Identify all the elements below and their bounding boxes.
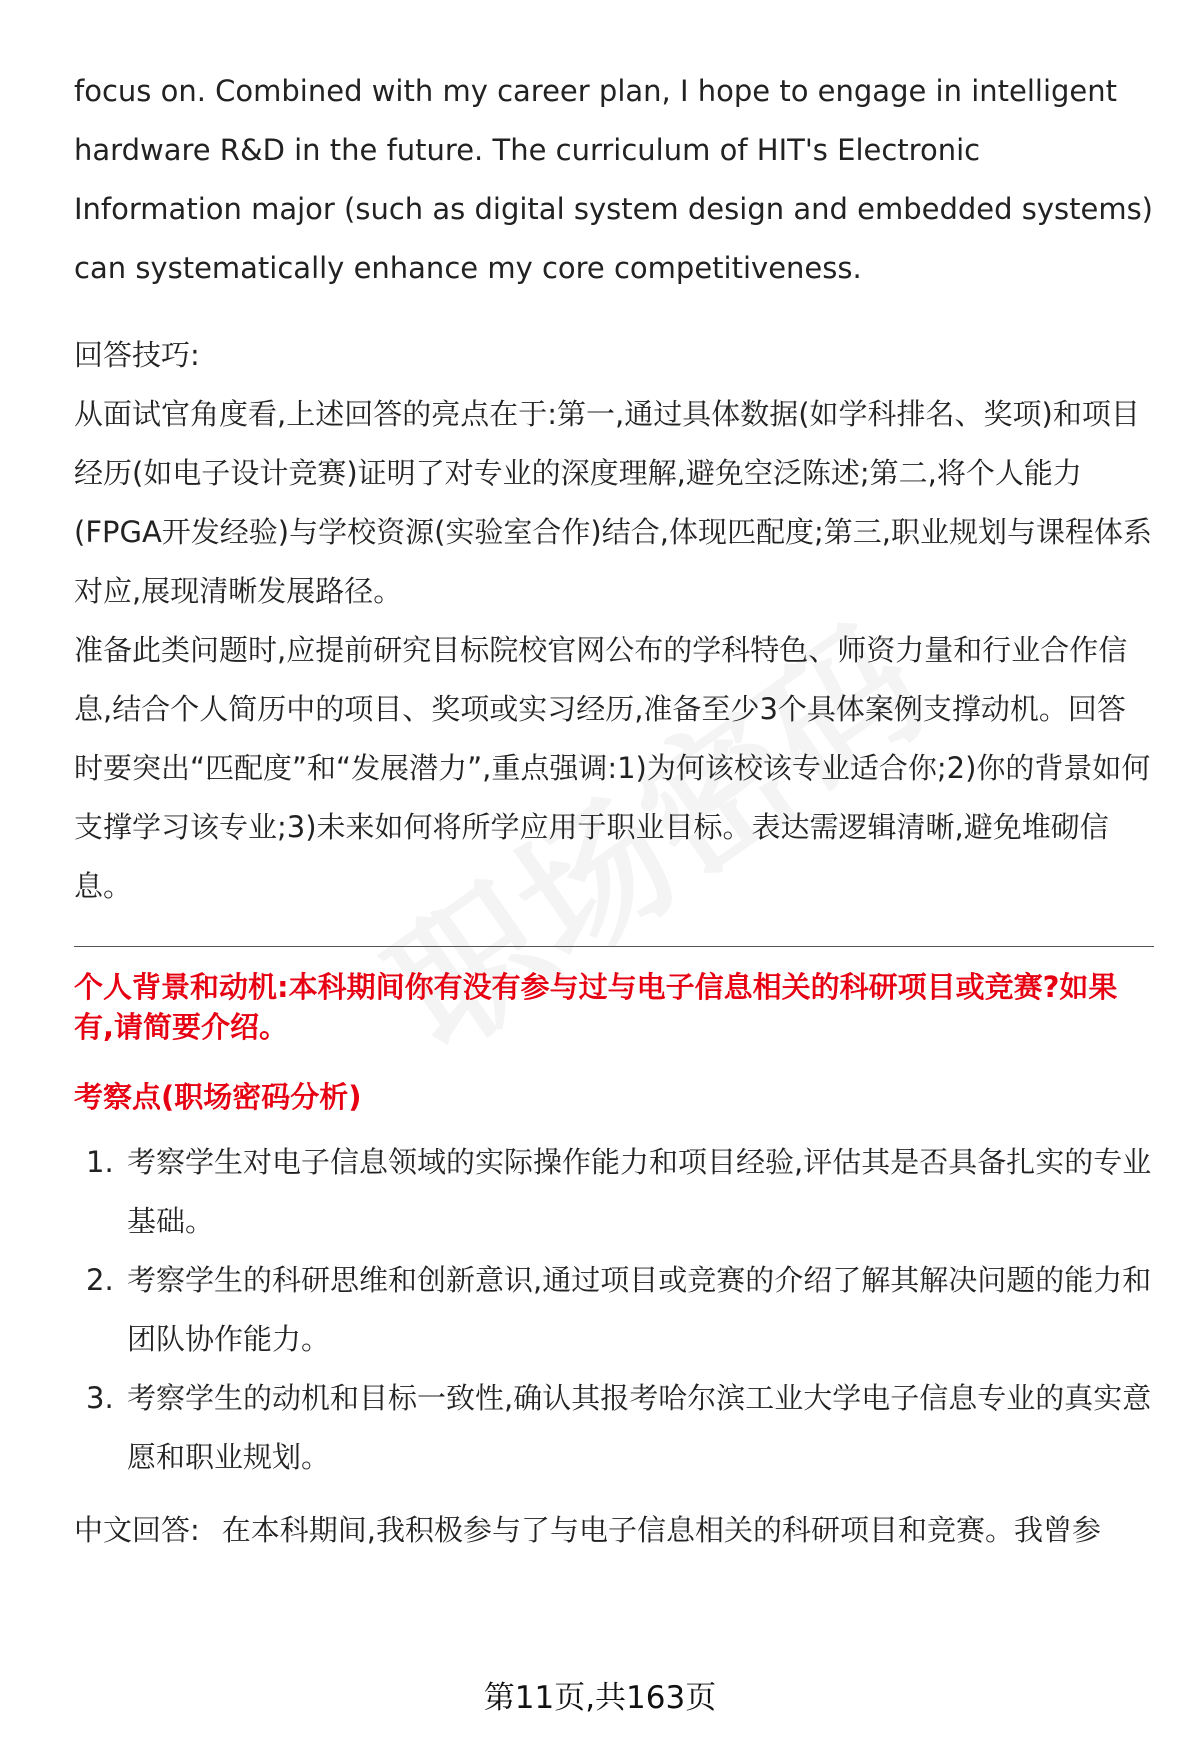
analysis-list [74, 1133, 1154, 1487]
analysis-point-number: 3. [86, 1381, 114, 1415]
tips-paragraph-2: 准备此类问题时,应提前研究目标院校官网公布的学科特色、师资力量和行业合作信息,结合个人简历中的项目、奖项或实习经历,准备至少3个具体案例支撑动机。回答时要突出“匹配度”和“发展潜力”,重点强调:1)为何该校该专业适合你;2)你的背景如何支撑学习该专业;3)未来如何将所学应用于职业目标。表达需逻辑清晰,避免堆砌信息。 [74, 633, 1151, 903]
document-page [74, 62, 1154, 1560]
analysis-point-number: 2. [86, 1263, 114, 1297]
page-number-footer: 第11页,共163页 [483, 1680, 717, 1716]
analysis-point [74, 1133, 1154, 1251]
analysis-point-text: 考察学生的动机和目标一致性,确认其报考哈尔滨工业大学电子信息专业的真实意愿和职业规划。 [127, 1381, 1152, 1474]
answer-paragraph [74, 1501, 1154, 1560]
analysis-point-text: 考察学生对电子信息领域的实际操作能力和项目经验,评估其是否具备扎实的专业基础。 [127, 1145, 1152, 1238]
intro-paragraph: focus on. Combined with my career plan, I hope to engage in intelligent hardware R&D in the future. The curriculum of HIT's Electronic Information major (such as digital system design and embedded systems) can systematically enhance my core competitiveness. [74, 74, 1153, 285]
question-heading: 个人背景和动机:本科期间你有没有参与过与电子信息相关的科研项目或竞赛?如果有,请简要介绍。 [74, 970, 1118, 1044]
analysis-point-number: 1. [86, 1145, 114, 1179]
answer-text: 在本科期间,我积极参与了与电子信息相关的科研项目和竞赛。我曾参 [221, 1513, 1102, 1547]
section-divider [74, 946, 1154, 947]
tips-paragraph-1: 从面试官角度看,上述回答的亮点在于:第一,通过具体数据(如学科排名、奖项)和项目经历(如电子设计竞赛)证明了对专业的深度理解,避免空泛陈述;第二,将个人能力(FPGA开发经验)与学校资源(实验室合作)结合,体现匹配度;第三,职业规划与课程体系对应,展现清晰发展路径。 [74, 397, 1152, 608]
answer-label: 中文回答: [74, 1513, 200, 1547]
analysis-heading: 考察点(职场密码分析) [74, 1080, 362, 1114]
analysis-point [74, 1369, 1154, 1487]
analysis-point-text: 考察学生的科研思维和创新意识,通过项目或竞赛的介绍了解其解决问题的能力和团队协作能力。 [127, 1263, 1152, 1356]
analysis-point [74, 1251, 1154, 1369]
tips-label: 回答技巧: [74, 338, 200, 372]
